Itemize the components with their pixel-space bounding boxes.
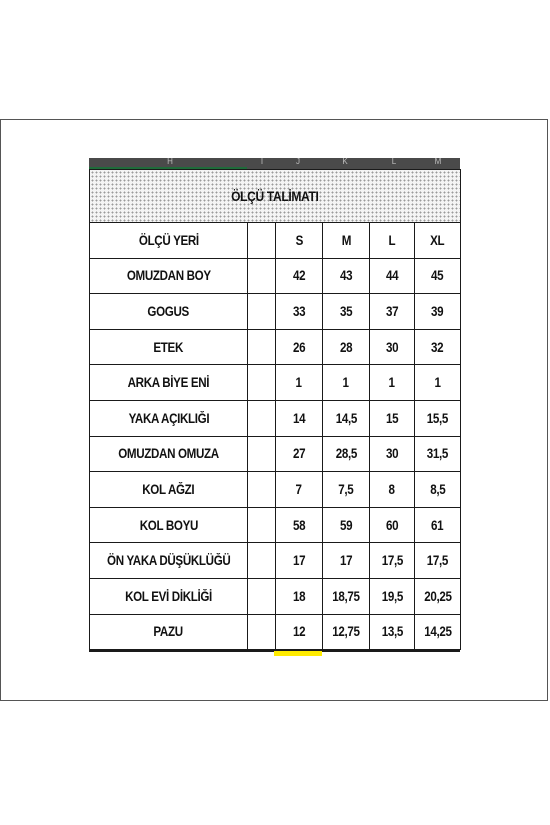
table-row	[90, 258, 461, 294]
value-cell-xl[interactable]: 20,25	[415, 578, 461, 614]
value-cell-s[interactable]: 17	[276, 543, 323, 579]
empty-cell[interactable]	[248, 614, 276, 650]
value-cell-m[interactable]: 12,75	[323, 614, 370, 650]
value-cell-l[interactable]: 30	[370, 436, 415, 472]
title-row	[90, 170, 461, 223]
measurement-label-cell[interactable]: YAKA AÇIKLIĞI	[90, 400, 248, 436]
table-row	[90, 543, 461, 579]
column-header-bar	[89, 158, 460, 169]
header-size-m[interactable]: M	[323, 223, 370, 259]
value-cell-l[interactable]: 37	[370, 294, 415, 330]
empty-cell[interactable]	[248, 507, 276, 543]
empty-cell[interactable]	[248, 329, 276, 365]
header-size-l[interactable]: L	[370, 223, 415, 259]
table-row	[90, 400, 461, 436]
value-cell-s[interactable]: 58	[276, 507, 323, 543]
value-cell-s[interactable]: 27	[276, 436, 323, 472]
value-cell-m[interactable]: 28,5	[323, 436, 370, 472]
value-cell-xl[interactable]: 17,5	[415, 543, 461, 579]
table-row	[90, 294, 461, 330]
value-cell-l[interactable]: 17,5	[370, 543, 415, 579]
measurement-label-cell[interactable]: GOGUS	[90, 294, 248, 330]
value-cell-m[interactable]: 17	[323, 543, 370, 579]
header-size-s[interactable]: S	[276, 223, 323, 259]
table-row	[90, 365, 461, 401]
value-cell-m[interactable]: 18,75	[323, 578, 370, 614]
value-cell-m[interactable]: 28	[323, 329, 370, 365]
table-row	[90, 436, 461, 472]
value-cell-s[interactable]: 7	[276, 472, 323, 508]
measurement-label-cell[interactable]: KOL AĞZI	[90, 472, 248, 508]
header-empty-cell[interactable]	[248, 223, 276, 259]
value-cell-l[interactable]: 1	[370, 365, 415, 401]
table-row	[90, 329, 461, 365]
value-cell-s[interactable]: 14	[276, 400, 323, 436]
empty-cell[interactable]	[248, 258, 276, 294]
value-cell-l[interactable]: 60	[370, 507, 415, 543]
value-cell-s[interactable]: 12	[276, 614, 323, 650]
measurement-label-cell[interactable]: ÖN YAKA DÜŞÜKLÜĞÜ	[90, 543, 248, 579]
size-table	[89, 169, 461, 650]
value-cell-m[interactable]: 35	[323, 294, 370, 330]
value-cell-l[interactable]: 44	[370, 258, 415, 294]
column-header-i[interactable]: I	[260, 157, 264, 166]
header-label-cell[interactable]: ÖLÇÜ YERİ	[90, 223, 248, 259]
empty-cell[interactable]	[248, 400, 276, 436]
column-header-k[interactable]: K	[342, 157, 348, 166]
value-cell-xl[interactable]: 32	[415, 329, 461, 365]
value-cell-xl[interactable]: 8,5	[415, 472, 461, 508]
value-cell-m[interactable]: 1	[323, 365, 370, 401]
measurement-label-cell[interactable]: PAZU	[90, 614, 248, 650]
value-cell-m[interactable]: 7,5	[323, 472, 370, 508]
value-cell-l[interactable]: 19,5	[370, 578, 415, 614]
title-cell[interactable]	[90, 170, 461, 223]
value-cell-s[interactable]: 1	[276, 365, 323, 401]
value-cell-xl[interactable]: 14,25	[415, 614, 461, 650]
header-size-xl[interactable]: XL	[415, 223, 461, 259]
header-row	[90, 223, 461, 259]
empty-cell[interactable]	[248, 294, 276, 330]
measurement-label-cell[interactable]: KOL EVİ DİKLİĞİ	[90, 578, 248, 614]
value-cell-m[interactable]: 43	[323, 258, 370, 294]
value-cell-s[interactable]: 42	[276, 258, 323, 294]
table-row	[90, 614, 461, 650]
column-header-h[interactable]: H	[167, 157, 173, 166]
value-cell-s[interactable]: 26	[276, 329, 323, 365]
column-header-l[interactable]: L	[391, 157, 397, 166]
value-cell-xl[interactable]: 61	[415, 507, 461, 543]
empty-cell[interactable]	[248, 472, 276, 508]
value-cell-xl[interactable]: 31,5	[415, 436, 461, 472]
value-cell-l[interactable]: 30	[370, 329, 415, 365]
value-cell-s[interactable]: 33	[276, 294, 323, 330]
column-header-j[interactable]: J	[296, 157, 300, 166]
measurement-label-cell[interactable]: OMUZDAN BOY	[90, 258, 248, 294]
value-cell-m[interactable]: 59	[323, 507, 370, 543]
empty-cell[interactable]	[248, 436, 276, 472]
value-cell-l[interactable]: 8	[370, 472, 415, 508]
empty-cell[interactable]	[248, 365, 276, 401]
selected-cell-highlight[interactable]	[274, 651, 322, 656]
value-cell-l[interactable]: 15	[370, 400, 415, 436]
measurement-label-cell[interactable]: OMUZDAN OMUZA	[90, 436, 248, 472]
size-chart-sheet	[89, 158, 460, 658]
value-cell-s[interactable]: 18	[276, 578, 323, 614]
value-cell-xl[interactable]: 45	[415, 258, 461, 294]
value-cell-xl[interactable]: 39	[415, 294, 461, 330]
sheet-bottom-edge	[89, 650, 460, 658]
empty-cell[interactable]	[248, 578, 276, 614]
value-cell-xl[interactable]: 1	[415, 365, 461, 401]
column-header-selection-indicator	[89, 167, 247, 169]
value-cell-xl[interactable]: 15,5	[415, 400, 461, 436]
measurement-label-cell[interactable]: ETEK	[90, 329, 248, 365]
value-cell-l[interactable]: 13,5	[370, 614, 415, 650]
column-header-m[interactable]: M	[434, 157, 442, 166]
value-cell-m[interactable]: 14,5	[323, 400, 370, 436]
measurement-label-cell[interactable]: ARKA BİYE ENİ	[90, 365, 248, 401]
table-row	[90, 507, 461, 543]
table-row	[90, 472, 461, 508]
table-title: ÖLÇÜ TALİMATI	[231, 188, 319, 204]
table-row	[90, 578, 461, 614]
measurement-label-cell[interactable]: KOL BOYU	[90, 507, 248, 543]
empty-cell[interactable]	[248, 543, 276, 579]
